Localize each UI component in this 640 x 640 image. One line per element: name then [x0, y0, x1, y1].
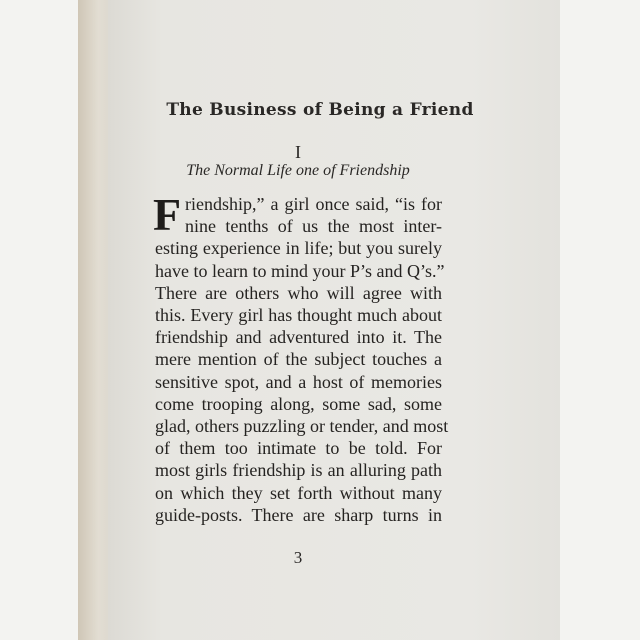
- text-line: have to learn to mind your P’s and Q’s.”: [155, 260, 445, 281]
- text-line: of them too intimate to be told. For: [155, 438, 442, 459]
- text-line: this. Every girl has thought much about: [155, 305, 442, 325]
- drop-cap: F: [153, 189, 182, 240]
- text-line: come trooping along, some sad, some: [155, 393, 442, 414]
- text-line: riendship,” a girl once said, “is for: [185, 194, 442, 214]
- text-line: guide-posts. There are sharp turns in: [155, 504, 442, 525]
- chapter-title: The Normal Life one of Friendship: [186, 162, 410, 179]
- text-line: on which they set forth without many: [155, 482, 442, 503]
- book-spine-edge: [78, 0, 112, 640]
- running-title: The Business of Being a Friend: [166, 100, 474, 120]
- text-line: sensitive spot, and a host of memories: [155, 371, 442, 392]
- text-line: esting experience in life; but you surely: [155, 238, 442, 259]
- text-line: glad, others puzzling or tender, and most: [155, 416, 449, 436]
- text-line: friendship and adventured into it. The: [155, 327, 442, 348]
- text-line: nine tenths of us the most inter-: [185, 216, 442, 237]
- text-line: There are others who will agree with: [155, 282, 442, 303]
- page-number: 3: [293, 548, 303, 567]
- chapter-number: I: [295, 142, 301, 162]
- text-line: mere mention of the subject touches a: [155, 349, 442, 370]
- text-line: most girls friendship is an alluring path: [155, 460, 442, 481]
